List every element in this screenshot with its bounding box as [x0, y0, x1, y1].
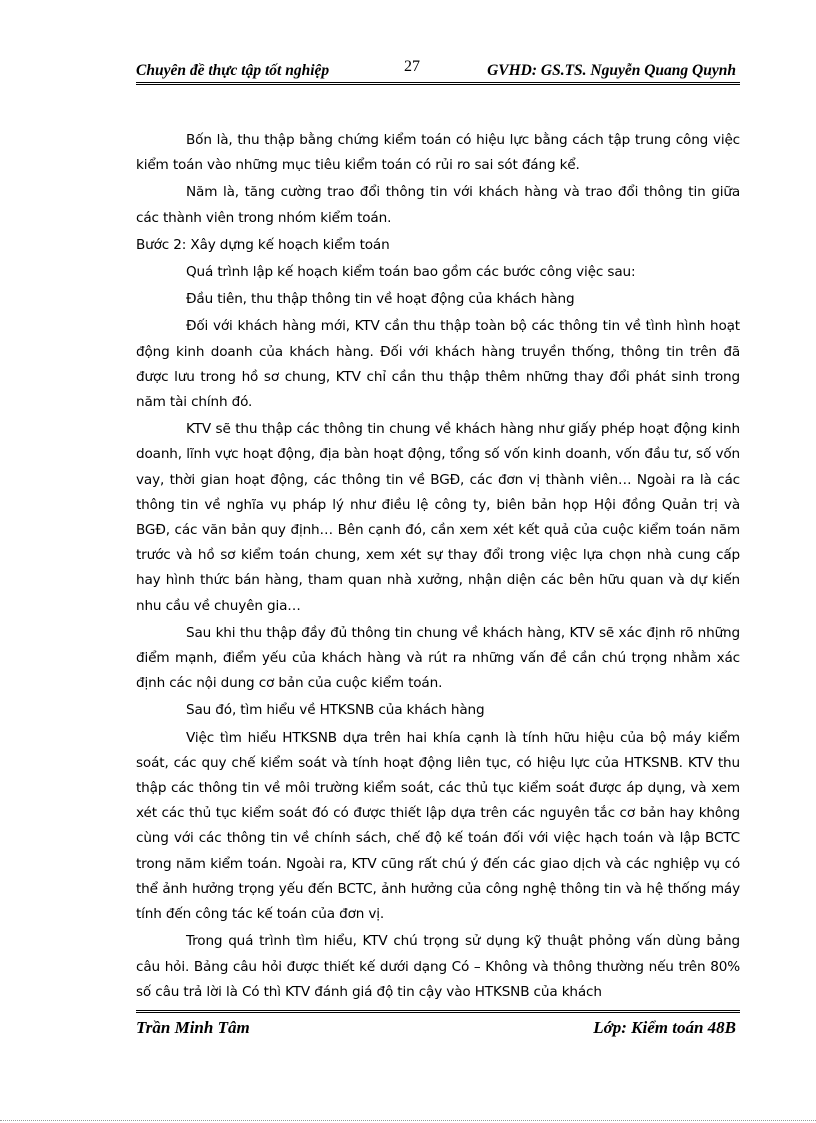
paragraph: Đối với khách hàng mới, KTV cần thu thập toàn bộ các thông tin về tình hình hoạt động kinh doanh của khách hàng. Đối với khách hàng truyền thống, thông tin trên đã được lưu trong hồ sơ chung, KTV chỉ cần thu thập thêm những thay đổi phát sinh trong năm tài chính đó.: [136, 318, 740, 411]
section-heading: Bước 2: Xây dựng kế hoạch kiểm toán: [136, 236, 390, 253]
paragraph: Trong quá trình tìm hiểu, KTV chú trọng sử dụng kỹ thuật phỏng vấn dùng bảng câu hỏi. Bảng câu hỏi được thiết kế dưới dạng Có – Không và thông thường nếu trên 80% số câu trả lời là Có thì KTV đánh giá độ tin cậy vào HTKSNB của khách: [136, 933, 740, 1000]
footer-rule: [136, 1010, 740, 1013]
header-title: Chuyên đề thực tập tốt nghiệp: [136, 62, 330, 79]
paragraph: Việc tìm hiểu HTKSNB dựa trên hai khía cạnh là tính hữu hiệu của bộ máy kiểm soát, các quy chế kiểm soát và tính hoạt động liên tục, có hiệu lực của HTKSNB. KTV thu thập các thông tin về môi trường kiểm soát, các thủ tục kiểm soát được áp dụng, và xem xét các thủ tục kiểm soát đó có được thiết lập dựa trên các nguyên tắc cơ bản hay không cùng với các thông tin về chính sách, chế độ kế toán đối với việc hạch toán và lập BCTC trong năm kiểm toán. Ngoài ra, KTV cũng rất chú ý đến các giao dịch và các nghiệp vụ có thể ảnh hưởng trọng yếu đến BCTC, ảnh hưởng của công nghệ thông tin và hệ thống máy tính đến công tác kế toán của đơn vị.: [136, 729, 740, 923]
page-footer: [136, 1018, 740, 1044]
paragraph: Đầu tiên, thu thập thông tin về hoạt động của khách hàng: [186, 291, 575, 308]
header-supervisor: GVHD: GS.TS. Nguyễn Quang Quynh: [487, 62, 736, 79]
paragraph: Bốn là, thu thập bằng chứng kiểm toán có hiệu lực bằng cách tập trung công việc kiểm toán vào những mục tiêu kiểm toán có rủi ro sai sót đáng kể.: [136, 132, 740, 174]
paragraph: Năm là, tăng cường trao đổi thông tin với khách hàng và trao đổi thông tin giữa các thành viên trong nhóm kiểm toán.: [136, 184, 740, 226]
header-rule: [136, 82, 740, 85]
footer-class: Lớp: Kiểm toán 48B: [593, 1018, 736, 1037]
page-number: 27: [404, 58, 420, 75]
paragraph: Sau khi thu thập đầy đủ thông tin chung về khách hàng, KTV sẽ xác định rõ những điểm mạnh, điểm yếu của khách hàng và rút ra những vấn đề cần chú trọng nhằm xác định các nội dung cơ bản của cuộc kiểm toán.: [136, 624, 740, 692]
page-edge-dotted-line: [0, 1120, 816, 1121]
body-text: [136, 128, 740, 1007]
page-header: [136, 58, 740, 84]
paragraph: Quá trình lập kế hoạch kiểm toán bao gồm các bước công việc sau:: [186, 264, 636, 281]
footer-author: Trần Minh Tâm: [136, 1018, 250, 1037]
paragraph: KTV sẽ thu thập các thông tin chung về khách hàng như giấy phép hoạt động kinh doanh, lĩnh vực hoạt động, địa bàn hoạt động, tổng số vốn kinh doanh, vốn đầu tư, số vốn vay, thời gian hoạt động, các thông tin về BGĐ, các đơn vị thành viên… Ngoài ra là các thông tin về nghĩa vụ pháp lý như điều lệ công ty, biên bản họp Hội đồng Quản trị và BGĐ, các văn bản quy định… Bên cạnh đó, cần xem xét kết quả của cuộc kiểm toán năm trước và hồ sơ kiểm toán chung, xem xét sự thay đổi trong việc lựa chọn nhà cung cấp hay hình thức bán hàng, tham quan nhà xưởng, nhận diện các bên hữu quan và dự kiến nhu cầu về chuyên gia…: [136, 421, 740, 614]
paragraph: Sau đó, tìm hiểu về HTKSNB của khách hàng: [186, 702, 485, 719]
